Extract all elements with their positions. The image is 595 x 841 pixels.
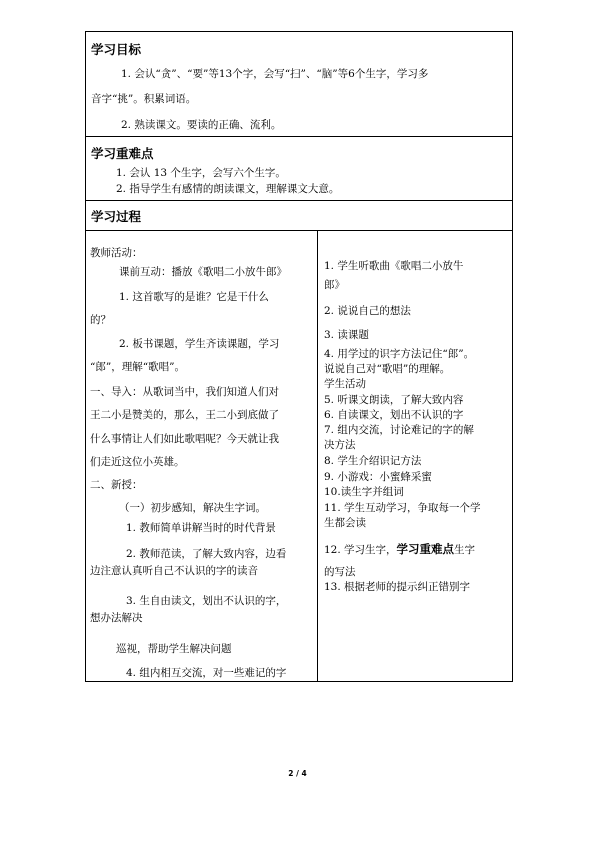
teacher-activity-line: 一、导入：从歌词当中，我们知道人们对 <box>90 386 279 398</box>
student-activity-line: 7. 组内交流，讨论难记的字的解 <box>324 424 474 436</box>
teacher-activity-line: “郎”，理解“歌唱”。 <box>90 361 185 373</box>
student-activity-line: 4. 用学过的识字方法记住“郎”。 <box>324 348 475 360</box>
goal-line-1: 1. 会认“贪”、“要”等13个字，会写“扫”、“脑”等6个生字，学习多 <box>121 68 429 80</box>
teacher-activity-line: 什么事情让人们如此歌唱呢？今天就让我 <box>90 433 279 445</box>
student-activity-line: 5. 听课文朗读，了解大致内容 <box>324 394 464 406</box>
teacher-activity-line: 王二小是赞美的，那么，王二小到底做了 <box>90 409 279 421</box>
student-activity-line: 8. 学生介绍识记方法 <box>324 455 422 467</box>
teacher-activity-line: 4. 组内相互交流，对一些难记的字 <box>126 667 287 679</box>
student-activity-line: 生都会读 <box>324 517 366 529</box>
teacher-activity-line: 想办法解决 <box>90 612 143 624</box>
student-activity-line <box>324 542 475 557</box>
student-activity-line: 9. 小游戏：小蜜蜂采蜜 <box>324 471 432 483</box>
student-activity-line: 10.读生字并组词 <box>324 486 404 498</box>
teacher-activity-line: 课前互动：播放《歌唱二小放牛郎》 <box>119 266 287 278</box>
teacher-activity-line: 教师活动： <box>90 247 143 259</box>
key-point-line-1: 1. 会认 13 个生字，会写六个生字。 <box>116 167 286 179</box>
student-activity-line: 11. 学生互动学习，争取每一个学 <box>324 502 481 514</box>
lesson-table <box>85 31 513 682</box>
teacher-activity-line: 巡视，帮助学生解决问题 <box>116 643 232 655</box>
goal-line-2: 2. 熟读课文。要读的正确、流利。 <box>121 119 282 131</box>
teacher-activity-line: 边注意认真听自己不认识的字的读音 <box>90 565 258 577</box>
student-activity-line: 说说自己对“歌唱”的理解。 <box>324 363 451 375</box>
student-activity-line: 2. 说说自己的想法 <box>324 305 411 317</box>
row-divider <box>86 200 512 201</box>
teacher-activity-line: 们走近这位小英雄。 <box>90 456 185 468</box>
student-activity-text: 生字 <box>454 544 476 556</box>
teacher-activity-line: 2. 板书课题，学生齐读课题，学习 <box>119 338 280 350</box>
student-activity-line: 13. 根据老师的提示纠正错别字 <box>324 581 471 593</box>
teacher-activity-line: 3. 生自由读文，划出不认识的字， <box>126 595 287 607</box>
highlighted-key-point: 学习重难点 <box>396 542 455 556</box>
goal-line-1b: 音字“挑”。积累词语。 <box>91 93 197 105</box>
page-number: 2 / 4 <box>288 769 307 778</box>
row-divider <box>86 230 512 231</box>
teacher-activity-line: （一）初步感知，解决生字词。 <box>119 502 266 514</box>
row-divider <box>86 136 512 137</box>
section-title-process: 学习过程 <box>91 209 142 224</box>
student-activity-line: 3. 读课题 <box>324 329 369 341</box>
teacher-activity-line: 1. 教师简单讲解当时的时代背景 <box>126 522 276 534</box>
section-title-goals: 学习目标 <box>91 42 142 57</box>
teacher-activity-line: 二、新授： <box>90 479 143 491</box>
student-activity-line: 决方法 <box>324 439 356 451</box>
student-activity-line: 1. 学生听歌曲《歌唱二小放牛 <box>324 260 464 272</box>
teacher-activity-line: 1. 这首歌写的是谁？它是干什么 <box>119 291 269 303</box>
student-activity-line: 的写法 <box>324 566 356 578</box>
section-title-key-points: 学习重难点 <box>91 146 154 161</box>
teacher-activity-line: 的？ <box>90 314 111 326</box>
student-activity-line: 学生活动 <box>324 378 366 390</box>
column-divider <box>317 230 318 681</box>
student-activity-text: 12. 学习生字， <box>324 544 397 556</box>
teacher-activity-line: 2. 教师范读，了解大致内容，边看 <box>126 548 287 560</box>
student-activity-line: 郎》 <box>324 279 345 291</box>
student-activity-line: 6. 自读课文，划出不认识的字 <box>324 409 464 421</box>
key-point-line-2: 2. 指导学生有感情的朗读课文，理解课文大意。 <box>116 183 340 195</box>
